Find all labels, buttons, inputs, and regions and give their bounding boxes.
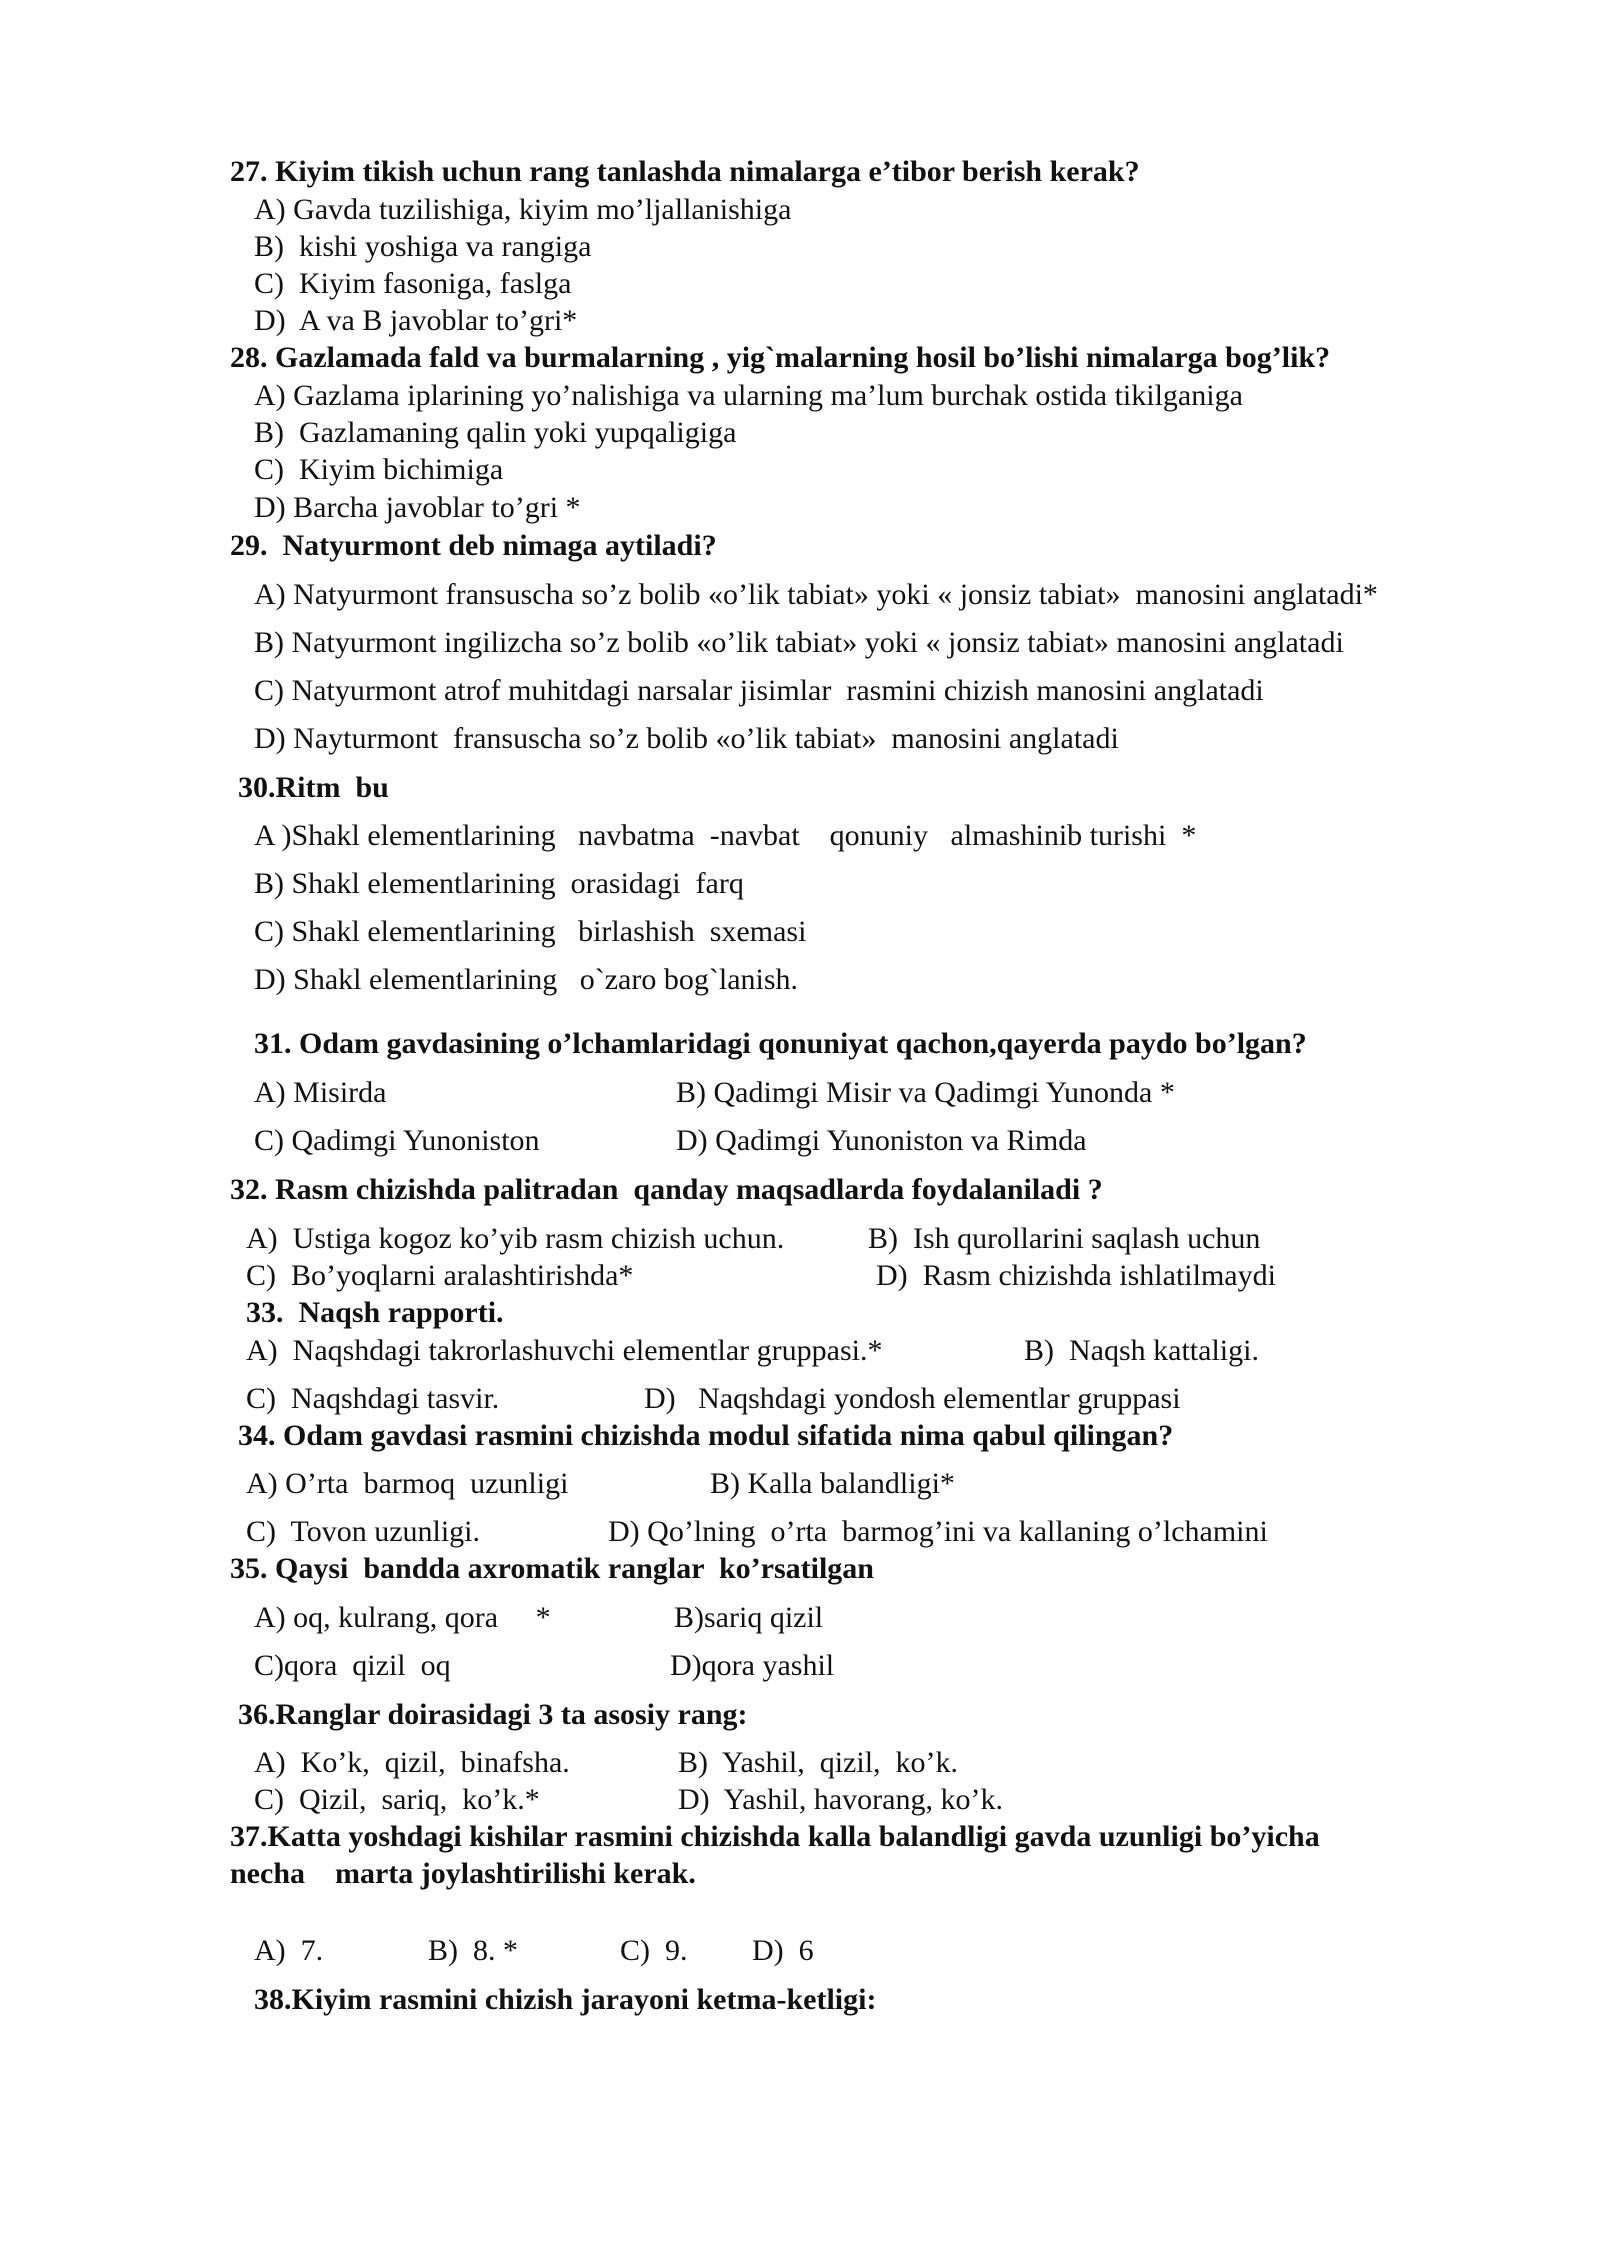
question-35: 35. Qaysi bandda axromatik ranglar ko’rsatilgan (230, 1552, 874, 1585)
option-32-a: A) Ustiga kogoz ko’yib rasm chizish uchun. (246, 1222, 785, 1255)
option-27-d: D) A va B javoblar to’gri* (254, 304, 578, 337)
option-30-a: A )Shakl elementlarining navbatma -navbat qonuniy almashinib turishi * (254, 819, 1197, 852)
option-36-c: C) Qizil, sariq, ko’k.* (254, 1783, 540, 1816)
option-28-d: D) Barcha javoblar to’gri * (254, 491, 581, 524)
option-36-a: A) Ko’k, qizil, binafsha. (254, 1746, 570, 1779)
option-32-c: C) Bo’yoqlarni aralashtirishda* (246, 1259, 634, 1292)
option-36-b: B) Yashil, qizil, ko’k. (678, 1746, 959, 1779)
option-29-d: D) Nayturmont fransuscha so’z bolib «o’lik tabiat» manosini anglatadi (254, 722, 1119, 755)
option-34-b: B) Kalla balandligi* (710, 1467, 955, 1500)
option-37-b: B) 8. * (428, 1934, 518, 1967)
option-37-a: A) 7. (254, 1934, 324, 1967)
question-30: 30.Ritm bu (238, 771, 389, 804)
option-30-b: B) Shakl elementlarining orasidagi farq (254, 867, 744, 900)
question-36: 36.Ranglar doirasidagi 3 ta asosiy rang: (238, 1698, 748, 1731)
option-33-d: D) Naqshdagi yondosh elementlar gruppasi (644, 1382, 1181, 1415)
question-37-line-1: 37.Katta yoshdagi kishilar rasmini chizishda kalla balandligi gavda uzunligi bo’yicha (230, 1820, 1320, 1853)
option-34-d: D) Qo’lning o’rta barmog’ini va kallaning o’lchamini (608, 1515, 1268, 1548)
option-34-c: C) Tovon uzunligi. (246, 1515, 481, 1548)
option-29-a: A) Natyurmont fransuscha so’z bolib «o’lik tabiat» yoki « jonsiz tabiat» manosini anglatadi* (254, 578, 1378, 611)
option-27-a: A) Gavda tuzilishiga, kiyim mo’ljallanishiga (254, 193, 792, 226)
question-27: 27. Kiyim tikish uchun rang tanlashda nimalarga e’tibor berish kerak? (230, 155, 1140, 188)
option-28-c: C) Kiyim bichimiga (254, 453, 504, 486)
option-37-d: D) 6 (752, 1934, 814, 1967)
option-27-b: B) kishi yoshiga va rangiga (254, 230, 592, 263)
option-30-d: D) Shakl elementlarining o`zaro bog`lanish. (254, 963, 799, 996)
option-31-c: C) Qadimgi Yunoniston (254, 1124, 540, 1157)
option-32-b: B) Ish qurollarini saqlash uchun (868, 1222, 1261, 1255)
question-37-line-2: necha marta joylashtirilishi kerak. (230, 1857, 696, 1890)
option-33-c: C) Naqshdagi tasvir. (246, 1382, 500, 1415)
option-35-c: C)qora qizil oq (254, 1649, 451, 1682)
option-35-d: D)qora yashil (670, 1649, 835, 1682)
option-32-d: D) Rasm chizishda ishlatilmaydi (876, 1259, 1276, 1292)
question-38: 38.Kiyim rasmini chizish jarayoni ketma-ketligi: (254, 1983, 877, 2016)
question-33: 33. Naqsh rapporti. (246, 1296, 504, 1329)
option-34-a: A) O’rta barmoq uzunligi (246, 1467, 569, 1500)
option-33-a: A) Naqshdagi takrorlashuvchi elementlar gruppasi.* (246, 1334, 883, 1367)
option-31-a: A) Misirda (254, 1076, 387, 1109)
option-28-b: B) Gazlamaning qalin yoki yupqaligiga (254, 416, 737, 449)
option-29-c: C) Natyurmont atrof muhitdagi narsalar jisimlar rasmini chizish manosini anglatadi (254, 674, 1264, 707)
option-31-b: B) Qadimgi Misir va Qadimgi Yunonda * (676, 1076, 1175, 1109)
question-32: 32. Rasm chizishda palitradan qanday maqsadlarda foydalaniladi ? (230, 1173, 1103, 1206)
question-29: 29. Natyurmont deb nimaga aytiladi? (230, 529, 717, 562)
option-37-c: C) 9. (620, 1934, 688, 1967)
option-35-a: A) oq, kulrang, qora * (254, 1601, 551, 1634)
question-31: 31. Odam gavdasining o’lchamlaridagi qonuniyat qachon,qayerda paydo bo’lgan? (254, 1027, 1307, 1060)
option-35-b: B)sariq qizil (674, 1601, 824, 1634)
option-31-d: D) Qadimgi Yunoniston va Rimda (676, 1124, 1087, 1157)
option-27-c: C) Kiyim fasoniga, faslga (254, 267, 572, 300)
option-30-c: C) Shakl elementlarining birlashish sxemasi (254, 915, 807, 948)
option-36-d: D) Yashil, havorang, ko’k. (678, 1783, 1003, 1816)
option-29-b: B) Natyurmont ingilizcha so’z bolib «o’lik tabiat» yoki « jonsiz tabiat» manosini anglatadi (254, 626, 1344, 659)
option-33-b: B) Naqsh kattaligi. (1024, 1334, 1259, 1367)
option-28-a: A) Gazlama iplarining yo’nalishiga va ularning ma’lum burchak ostida tikilganiga (254, 379, 1243, 412)
question-34: 34. Odam gavdasi rasmini chizishda modul sifatida nima qabul qilingan? (238, 1419, 1174, 1452)
question-28: 28. Gazlamada fald va burmalarning , yig`malarning hosil bo’lishi nimalarga bog’lik? (230, 341, 1331, 374)
